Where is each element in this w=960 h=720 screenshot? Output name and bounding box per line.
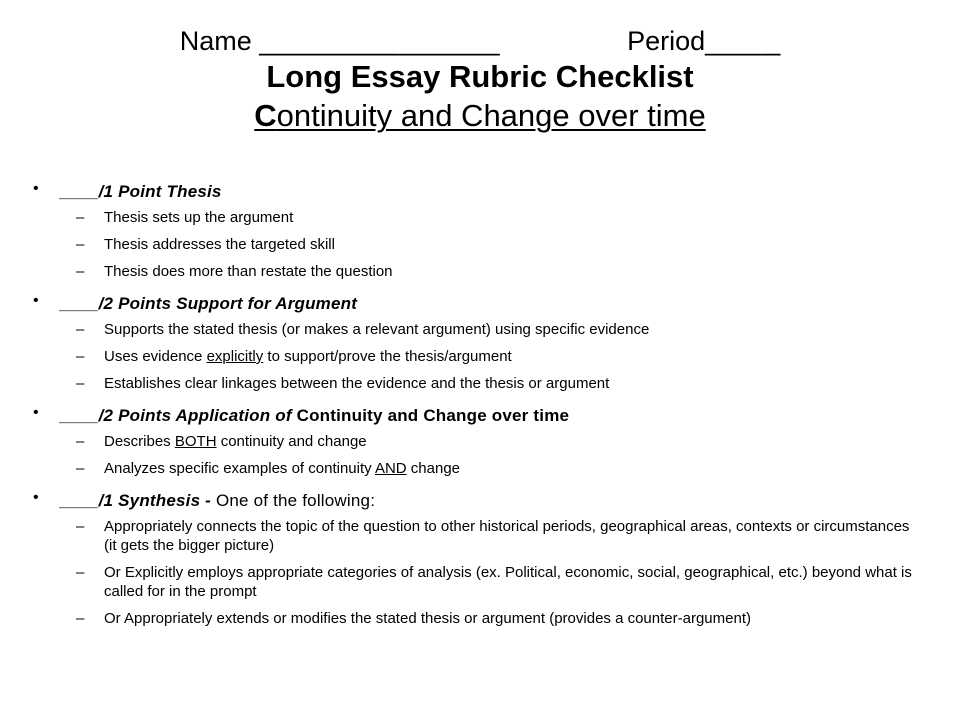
- dash-icon: –: [76, 348, 85, 365]
- dash-icon: –: [76, 564, 85, 581]
- list-item-text: Supports the stated thesis (or makes a relevant argument) using specific evidence: [104, 321, 650, 338]
- list-item-text: Or Explicitly employs appropriate categories of analysis (ex. Political, economic, social, geographical, etc.) beyond what is called for in the prompt: [104, 564, 912, 600]
- text-segment: to support/prove the thesis/argument: [263, 348, 512, 365]
- dash-icon: –: [76, 236, 85, 253]
- section-support: [0, 292, 960, 397]
- list-item-text: [104, 460, 460, 477]
- page-subtitle: [0, 96, 960, 136]
- list-item: [76, 455, 924, 482]
- list-item: [76, 370, 924, 397]
- text-segment: Describes: [104, 433, 175, 450]
- list-item: [76, 231, 924, 258]
- text-segment: continuity and change: [216, 433, 367, 450]
- list-item: [76, 316, 924, 343]
- subtitle-rest: ontinuity and Change over time: [276, 98, 706, 133]
- dash-icon: –: [76, 610, 85, 627]
- list-item: [76, 605, 924, 632]
- list-item-text: Appropriately connects the topic of the question to other historical periods, geographical areas, contexts or circumstances (it gets the bigger picture): [104, 518, 910, 554]
- heading-italic-part: ____/1 Synthesis -: [60, 491, 216, 510]
- heading-plain-part: Continuity and Change over time: [296, 406, 570, 425]
- list-item: [76, 204, 924, 231]
- list-item-text: Thesis does more than restate the question: [104, 263, 393, 280]
- list-item-text: Establishes clear linkages between the evidence and the thesis or argument: [104, 375, 610, 392]
- heading-plain-part: One of the following:: [215, 491, 376, 510]
- dash-icon: –: [76, 209, 85, 226]
- bullet-icon: •: [33, 180, 39, 197]
- dash-icon: –: [76, 375, 85, 392]
- text-segment: Analyzes specific examples of continuity: [104, 460, 375, 477]
- text-segment: change: [406, 460, 461, 477]
- list-item: [76, 343, 924, 370]
- list-item: [76, 258, 924, 285]
- dash-icon: –: [76, 263, 85, 280]
- dash-icon: –: [76, 433, 85, 450]
- list-item-text: Or Appropriately extends or modifies the stated thesis or argument (provides a counter-argument): [104, 610, 751, 627]
- section-heading: ____/1 Point Thesis: [60, 182, 222, 201]
- dash-icon: –: [76, 460, 85, 477]
- section-application: [0, 404, 960, 482]
- section-heading: [60, 489, 960, 513]
- bullet-icon: •: [33, 292, 39, 309]
- list-item-text: Thesis sets up the argument: [104, 209, 294, 226]
- page-title: Long Essay Rubric Checklist: [266, 59, 694, 94]
- section-heading: ____/2 Points Support for Argument: [60, 294, 358, 313]
- bullet-icon: •: [33, 404, 39, 421]
- document-header: [0, 24, 960, 136]
- subtitle-initial: C: [254, 98, 277, 133]
- dash-icon: –: [76, 321, 85, 338]
- bullet-icon: •: [33, 489, 39, 506]
- underlined-text: AND: [374, 460, 407, 477]
- list-item-text: [104, 348, 512, 365]
- list-item-text: Thesis addresses the targeted skill: [104, 236, 335, 253]
- rubric-checklist: [0, 180, 960, 632]
- name-period-line: Name ________________ Period_____: [179, 26, 781, 56]
- dash-icon: –: [76, 518, 85, 535]
- underlined-text: explicitly: [206, 348, 264, 365]
- list-item: [76, 559, 924, 605]
- section-heading: [60, 404, 960, 428]
- list-item: [76, 428, 924, 455]
- section-thesis: [0, 180, 960, 285]
- underlined-text: BOTH: [174, 433, 217, 450]
- list-item-text: [104, 433, 367, 450]
- list-item: [76, 513, 924, 559]
- section-synthesis: [0, 489, 960, 632]
- heading-italic-part: ____/2 Points Application of: [60, 406, 297, 425]
- text-segment: Uses evidence: [104, 348, 207, 365]
